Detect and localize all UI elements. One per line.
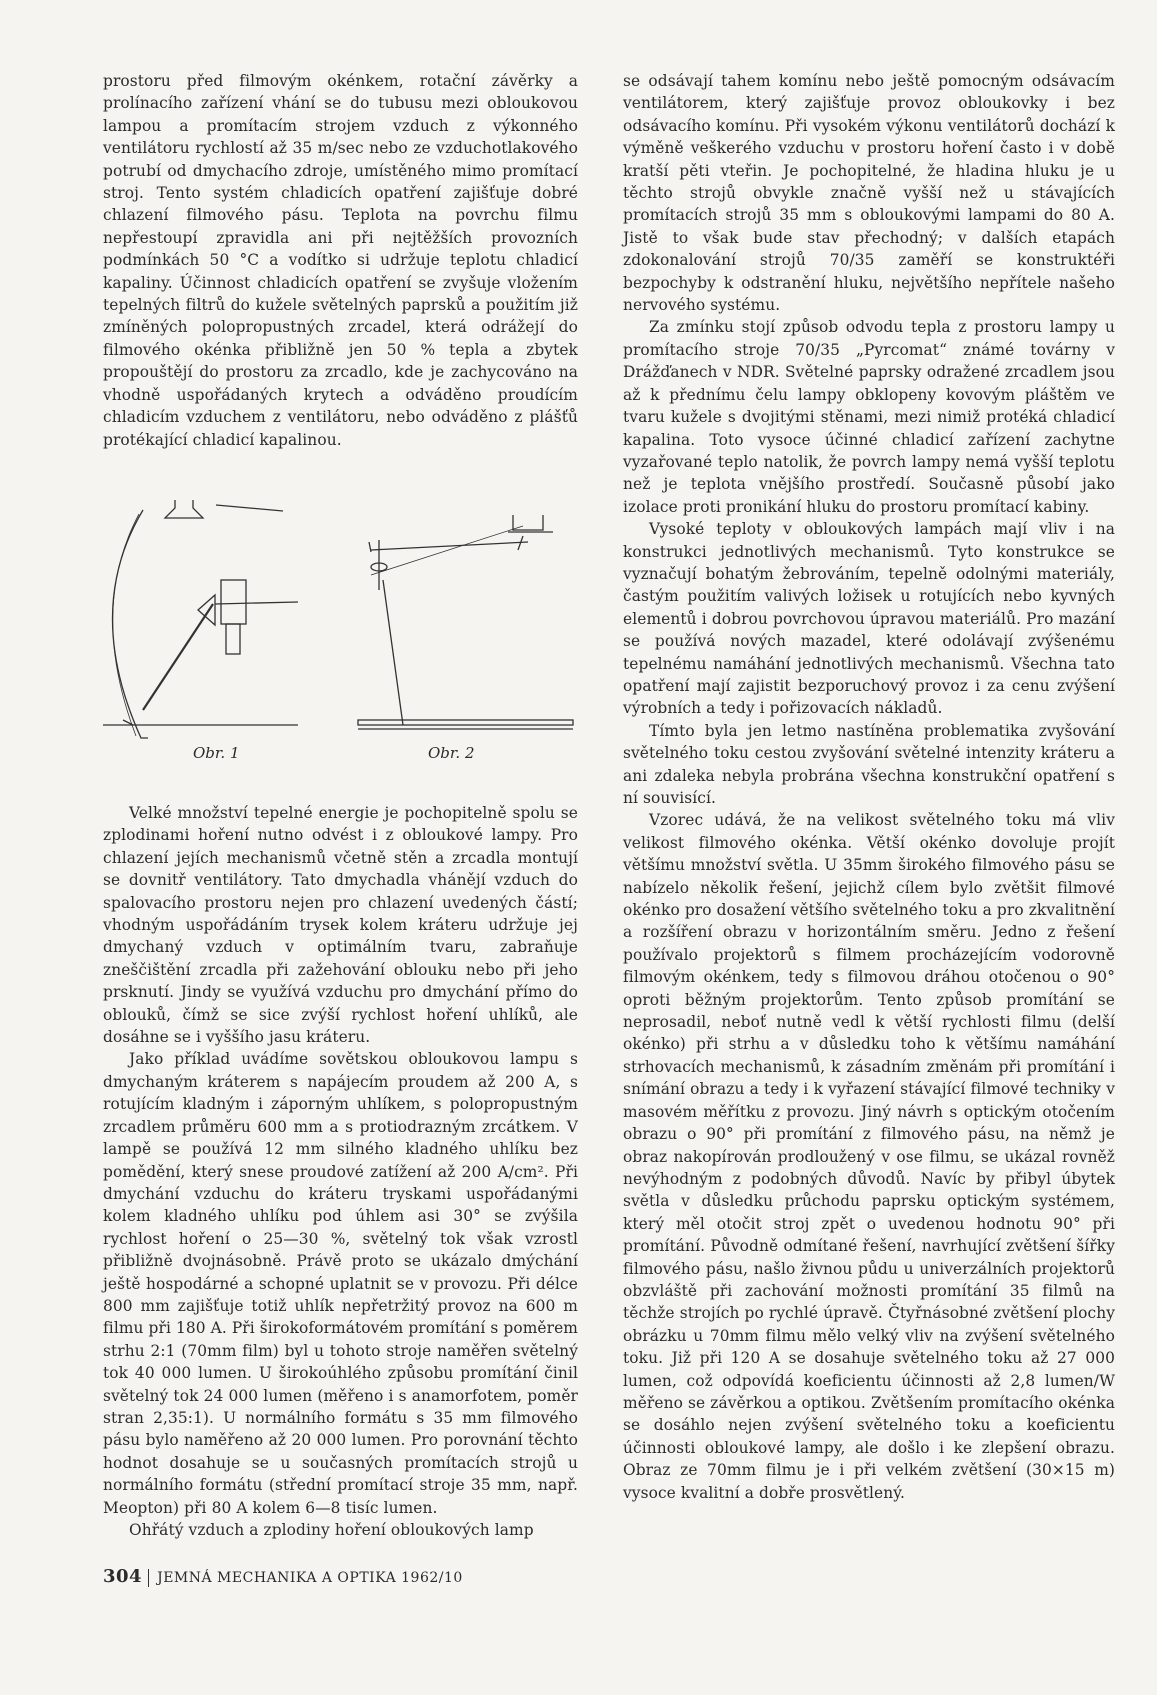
paragraph: prostoru před filmovým okénkem, rotační závěrky a prolínacího zařízení vhání se do tubusu mezi obloukovou lampou a promítacím strojem vzduch z výkonného ventilátoru rychlostí až 35 m/sec nebo ze vzduchotlakového potrubí od dmychacího zdroje, umístěného mimo promítací stroj. Tento systém chladicích opatření zajišťuje dobré chlazení filmového pásu. Teplota na povrchu filmu nepřestoupí zpravidla ani při nejtěžších provozních podmínkách 50 °C a vodítko si udržuje teplotu chladicí kapaliny. Účinnost chladicích opatření se zvyšuje vložením tepelných filtrů do kužele světelných paprsků a použitím již zmíněných polopropustných zrcadel, která odrážejí do filmového okénka přibližně jen 50 % tepla a zbytek propouštějí do prostoru za zrcadlo, kde je zachycováno na vhodně uspořádaných krytech a odváděno proudícím chladicím vzduchem z ventilátoru, nebo odváděno z plášťů protékající chladicí kapalinou. <box>103 72 578 449</box>
figure-2-caption: Obr. 2 <box>428 744 475 762</box>
paragraph: Vzorec udává, že na velikost světelného toku má vliv velikost filmového okénka. Větší okénko dovoluje projít většímu množství světla. U 35mm širokého filmového pásu se nabízelo několik řešení, jejichž cílem bylo zvětšit filmové okénko pro dosažení většího světelného toku a pro zkvalitnění a rozšíření obrazu v horizontálním směru. Jedno z řešení používalo projektorů s filmem procházejícím vodorovně filmovým okénkem, tedy s filmovou dráhou otočenou o 90° oproti běžným projektorům. Tento způsob promítání se neprosadil, neboť nutně vedl k větší rychlosti filmu (delší okénko) při strhu a v důsledku toho k většímu namáhání strhovacích mechanismů, k zásadním změnám při promítání i snímání obrazu a tedy i k vyřazení stávající filmové techniky v masovém měřítku z provozu. Jiný návrh s optickým otočením obrazu o 90° při promítání z filmového pásu, na němž je obraz nakopírován prodloužený v ose filmu, se ukázal rovněž nevýhodným z podobných důvodů. Navíc by přibyl úbytek světla v důsledku průchodu paprsku optickým systémem, který měl otočit stroj zpět o uvedenou hodnotu 90° při promítání. Původně odmítané řešení, navrhující zvětšení šířky filmového pásu, našlo živnou půdu u univerzálních projektorů obzvláště při zachování možnosti promítání 35 filmů na těchže strojích po rychlé úpravě. Čtyřnásobné zvětšení plochy obrázku u 70mm filmu mělo velký vliv na zvýšení světelného toku. Již při 120 A se dosahuje světelného toku až 27 000 lumen, což odpovídá koeficientu účinnosti až 2,8 lumen/W měřeno se závěrkou a optikou. Zvětšením promítacího okénka se dosáhlo nejen zvýšení světelného toku a koeficientu účinnosti obloukové lampy, ale došlo i ke zlepšení obrazu. Obraz ze 70mm filmu je i při velkém zvětšení (30×15 m) vysoce kvalitní a dobře prosvětlený. <box>623 811 1115 1502</box>
paragraph: Jako příklad uvádíme sovětskou obloukovou lampu s dmychaným kráterem s napájecím proudem až 200 A, s rotujícím kladným i záporným uhlíkem, s polopropustným zrcadlem průměru 600 mm a s protiodrazným zrcátkem. V lampě se používá 12 mm silného kladného uhlíku bez pomědění, který snese proudové zatížení až 200 A/cm². Při dmychání vzduchu do kráteru tryskami uspořádanými kolem kladného uhlíku pod úhlem asi 30° se zvýšila rychlost hoření o 25—30 %, světelný tok však vzrostl přibližně dvojnásobně. Právě proto se ukázalo dmýchání ještě hospodárné a schopné uplatnit se v provozu. Při délce 800 mm zajišťuje totiž uhlík nepřetržitý provoz na 600 m filmu při 180 A. Při širokoformátovém promítání s poměrem strhu 2:1 (70mm film) byl u tohoto stroje naměřen světelný tok 40 000 lumen. U širokoúhlého způsobu promítání činil světelný tok 24 000 lumen (měřeno i s anamorfotem, poměr stran 2,35:1). U normálního formátu s 35 mm filmového pásu bylo naměřeno až 20 000 lumen. Pro porovnání těchto hodnot dosahuje se u současných promítacích strojů u normálního formátu (střední promítací stroje 35 mm, např. Meopton) při 80 A kolem 6—8 tisíc lumen. <box>103 1050 578 1517</box>
right-column <box>623 70 1115 1504</box>
paragraph: Velké množství tepelné energie je pochopitelně spolu se zplodinami hoření nutno odvést i z obloukové lampy. Pro chlazení jejích mechanismů včetně stěn a zrcadla montují se dovnitř ventilátory. Tato dmychadla vhánějí vzduch do spalovacího prostoru nejen pro chlazení uvedených částí; vhodným uspořádáním trysek kolem kráteru udržuje jej dmychaný vzduch v optimálním tvaru, zabraňuje zneščištění zrcadla při zažehování oblouku nebo při jeho prsknutí. Jindy se využívá vzduchu pro dmychání přímo do oblouků, čímž se sice zvýší rychlost hoření uhlíků, ale dosáhne se i vyššího jasu kráteru. <box>103 804 578 1047</box>
left-column-bottom <box>103 802 578 1541</box>
paragraph: Tímto byla jen letmo nastíněna problematika zvyšování světelného toku cestou zvyšování světelné intenzity kráteru a ani zdaleka nebyla probrána všechna konstrukční opatření s ní souvisící. <box>623 721 1115 807</box>
page-number: 304 <box>103 1566 143 1587</box>
paragraph: Vysoké teploty v obloukových lampách mají vliv i na konstrukci jednotlivých mechanismů. Tyto konstrukce se vyznačují bohatým žebrováním, tepelně odolnými materiály, častým použitím valivých ložisek u rotujících nebo kyvných elementů i dobrou povrchovou úpravou materiálů. Pro mazání se používá nových mazadel, které odolávají zvýšenému tepelnému namáhání jednotlivých mechanismů. Všechna tato opatření mají zajistit bezporuchový provoz i za cenu zvýšení výrobních a tedy i pořizovacích nákladů. <box>623 520 1115 718</box>
figure-2-drawing <box>358 515 573 729</box>
footer-divider <box>148 1569 149 1587</box>
paragraph: Za zmínku stojí způsob odvodu tepla z prostoru lampy u promítacího stroje 70/35 „Pyrcomat“ známé továrny v Drážďanech v NDR. Světelné paprsky odražené zrcadlem jsou až k přednímu čelu lampy obklopeny kovovým pláštěm ve tvaru kužele s dvojitými stěnami, mezi nimiž protéká chladicí kapalina. Toto vysoce účinné chladicí zařízení zachytne vyzařované teplo natolik, že povrch lampy nemá vyšší teplotu než je teplota vnějšího prostředí. Současně působí jako izolace proti pronikání hluku do prostoru promítací kabiny. <box>623 318 1115 516</box>
page-footer <box>103 1566 463 1587</box>
paragraph: se odsávají tahem komínu nebo ještě pomocným odsávacím ventilátorem, který zajišťuje provoz obloukovky i bez odsávacího komínu. Při vysokém výkonu ventilátorů dochází k výměně veškerého vzduchu v prostoru hoření často i v době kratší pěti vteřin. Je pochopitelné, že hladina hluku je u těchto strojů obvykle značně vyšší než u stávajících promítacích strojů 35 mm s obloukovými lampami do 80 A. Jistě to však bude stav přechodný; v dalších etapách zdokonalování strojů 70/35 zaměří se konstruktéři bezpochyby k odstranění hluku, největšího nepřítele našeho nervového systému. <box>623 72 1115 315</box>
figure-1-drawing <box>103 500 298 738</box>
paragraph: Ohřátý vzduch a zplodiny hoření obloukových lamp <box>129 1521 534 1539</box>
figure-1-caption: Obr. 1 <box>193 744 240 762</box>
figures <box>103 500 578 770</box>
figure-drawings <box>103 500 578 770</box>
journal-name: JEMNÁ MECHANIKA A OPTIKA 1962/10 <box>157 1570 463 1586</box>
left-column-top <box>103 70 578 451</box>
